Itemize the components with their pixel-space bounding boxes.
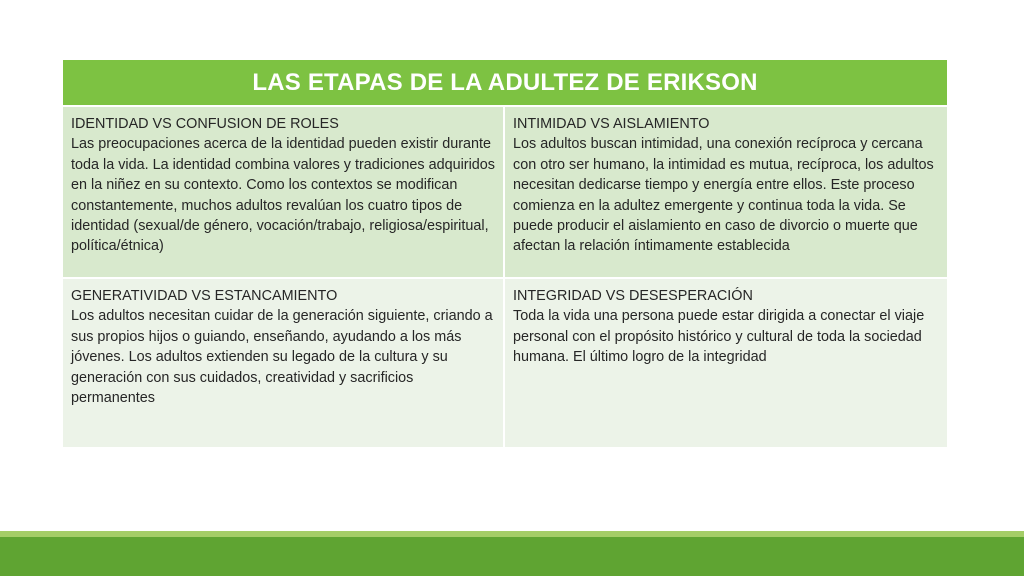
stage-cell-generatividad — [63, 279, 505, 447]
stage-cell-identidad — [63, 107, 505, 279]
table-row — [63, 107, 947, 279]
stage-cell-intimidad — [505, 107, 947, 279]
erikson-stages-table — [63, 60, 947, 447]
table-header-row — [63, 60, 947, 107]
stage-description: Las preocupaciones acerca de la identidad pueden existir durante toda la vida. La identidad combina valores y tradiciones adquiridos en la niñez en su contexto. Como los contextos se modifican constantemente, muchos adultos revalúan los cuatro tipos de identidad (sexual/de género, vocación/trabajo, religiosa/espiritual, política/étnica) — [71, 136, 495, 255]
stage-cell-integridad — [505, 279, 947, 447]
stage-heading: INTEGRIDAD VS DESESPERACIÓN — [513, 288, 753, 304]
stage-heading: GENERATIVIDAD VS ESTANCAMIENTO — [71, 288, 338, 304]
stage-heading: INTIMIDAD VS AISLAMIENTO — [513, 116, 710, 132]
stage-heading: IDENTIDAD VS CONFUSION DE ROLES — [71, 116, 339, 132]
stage-description: Toda la vida una persona puede estar dirigida a conectar el viaje personal con el propósito histórico y cultural de toda la sociedad humana. El último logro de la integridad — [513, 308, 925, 366]
stage-description: Los adultos buscan intimidad, una conexión recíproca y cercana con otro ser humano, la intimidad es mutua, recíproca, los adultos necesitan dedicarse tiempo y energía entre ellos. Este proceso comienza en la adultez emergente y continua toda la vida. Se puede producir el aislamiento en caso de divorcio o muerte que afectan la relación íntimamente establecida — [513, 136, 934, 255]
footer-bar — [0, 537, 1024, 576]
table-row — [63, 279, 947, 447]
stage-description: Los adultos necesitan cuidar de la generación siguiente, criando a sus propios hijos o guiando, enseñando, ayudando a los más jóvenes. Los adultos extienden su legado de la cultura y su generación con sus cuidados, creatividad y sacrificios permanentes — [71, 308, 493, 407]
table-title: LAS ETAPAS DE LA ADULTEZ DE ERIKSON — [63, 60, 947, 107]
